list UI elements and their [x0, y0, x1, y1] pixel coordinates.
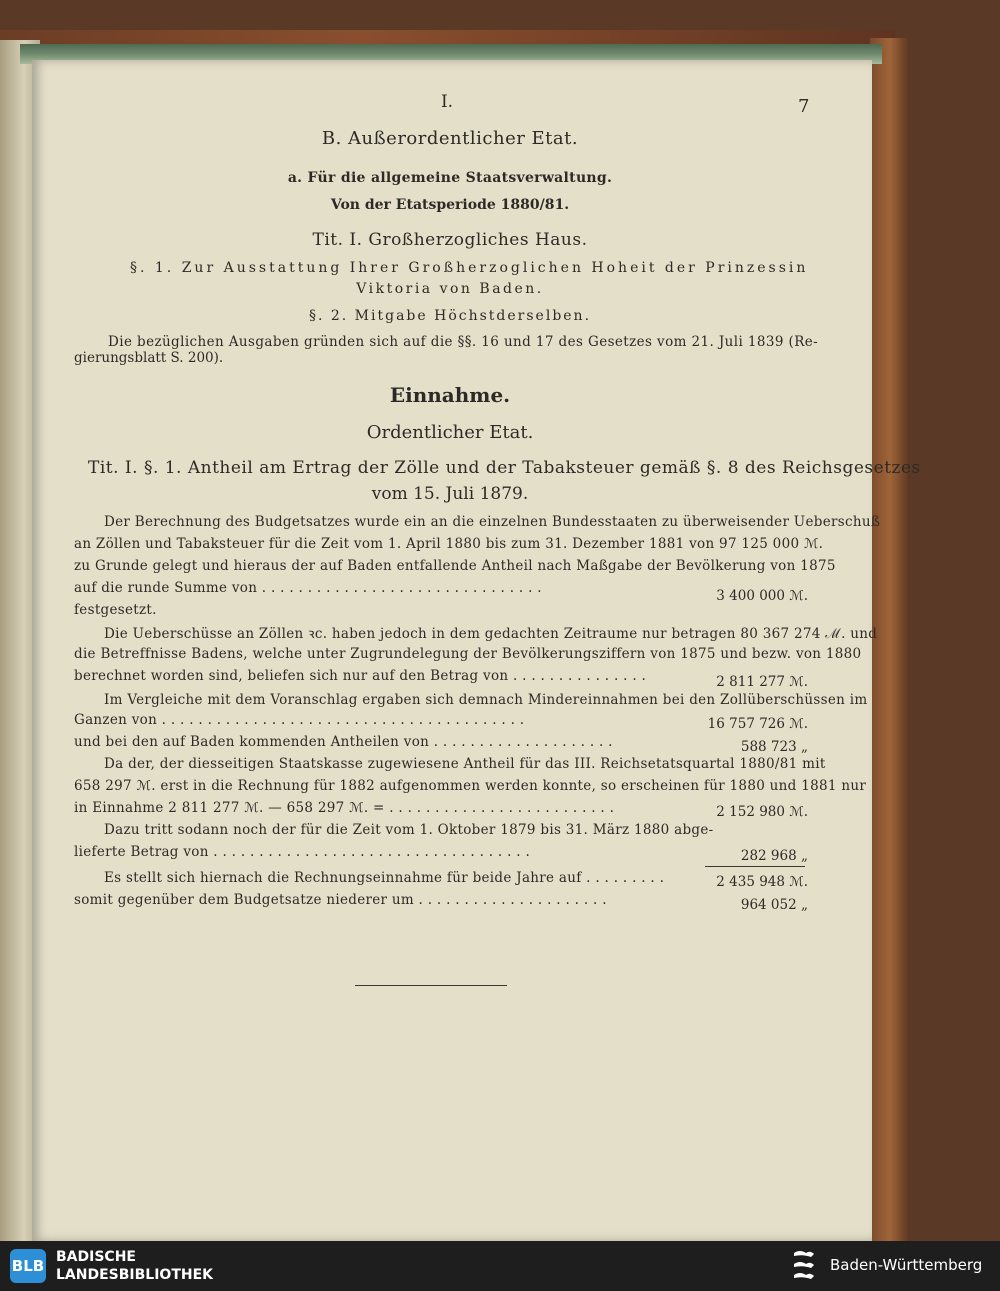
body-line: Ganzen von . . . . . . . . . . . . . . . . . . . . . . . . . . . . . . . . . . . . . . . . — [74, 712, 525, 728]
body-line: in Einnahme 2 811 277 ℳ. — 658 297 ℳ. = . . . . . . . . . . . . . . . . . . . . . . . . . — [74, 800, 615, 816]
heading-tit2-line-1: Tit. I. §. 1. Antheil am Ertrag der Zölle und der Tabaksteuer gemäß §. 8 des Reichsgesetzes — [88, 458, 921, 478]
amount: 2 152 980 ℳ. — [716, 804, 808, 820]
body-line: Der Berechnung des Budgetsatzes wurde ein an die einzelnen Bundesstaaten zu überweisender Ueberschuß — [104, 514, 881, 530]
body-line: und bei den auf Baden kommenden Antheilen von . . . . . . . . . . . . . . . . . . . . — [74, 734, 613, 750]
sum-rule — [705, 866, 805, 867]
note-line-1: Die bezüglichen Ausgaben gründen sich auf die §§. 16 und 17 des Gesetzes vom 21. Juli 1839 (Re- — [108, 334, 819, 350]
heading-period: Von der Etatsperiode 1880/81. — [330, 197, 570, 213]
body-line: an Zöllen und Tabaksteuer für die Zeit vom 1. April 1880 bis zum 31. Dezember 1881 von 97 125 000 ℳ. — [74, 536, 824, 552]
body-line: die Betreffnisse Badens, welche unter Zugrundelegung der Bevölkerungsziffern von 1875 und bezw. von 1880 — [74, 646, 862, 662]
body-line: auf die runde Summe von . . . . . . . . . . . . . . . . . . . . . . . . . . . . . . . — [74, 580, 542, 596]
heading-einnahme: Einnahme. — [389, 383, 511, 407]
body-line: Dazu tritt sodann noch der für die Zeit vom 1. Oktober 1879 bis 31. März 1880 abge- — [104, 822, 714, 838]
body-line: berechnet worden sind, beliefen sich nur auf den Betrag von . . . . . . . . . . . . . . . — [74, 668, 647, 684]
end-rule — [355, 985, 507, 986]
amount: 3 400 000 ℳ. — [716, 588, 808, 604]
note-line-2: gierungsblatt S. 200). — [74, 350, 224, 366]
section-number: I. — [440, 92, 454, 112]
heading-sub-a: a. Für die allgemeine Staatsverwaltung. — [287, 170, 613, 186]
amount: 2 435 948 ℳ. — [716, 874, 808, 890]
library-name-line-1: BADISCHE — [56, 1249, 136, 1265]
amount: 2 811 277 ℳ. — [716, 674, 808, 690]
footer-bar — [0, 1241, 1000, 1291]
body-line: 658 297 ℳ. erst in die Rechnung für 1882 aufgenommen werden konnte, so erscheinen für 1880 und 1881 nur — [74, 778, 867, 794]
body-line: Die Ueberschüsse an Zöllen ꝛc. haben jedoch in dem gedachten Zeitraume nur betragen 80 367 274 ℳ. und — [104, 626, 878, 642]
heading-ordentlicher-etat: Ordentlicher Etat. — [366, 422, 534, 443]
paragraph-1-line-2: Viktoria von Baden. — [356, 281, 544, 297]
amount: 964 052 „ — [740, 897, 808, 913]
library-name-line-2: LANDESBIBLIOTHEK — [56, 1267, 214, 1283]
body-line: Im Vergleiche mit dem Voranschlag ergaben sich demnach Mindereinnahmen bei den Zollüberschüssen im — [104, 692, 868, 708]
amount: 282 968 „ — [740, 848, 808, 864]
heading-title-b: B. Außerordentlicher Etat. — [321, 128, 579, 149]
body-line: festgesetzt. — [74, 602, 157, 618]
page-number: 7 — [798, 96, 810, 117]
paragraph-2: §. 2. Mitgabe Höchstderselben. — [308, 308, 592, 324]
paragraph-1-line-1: §. 1. Zur Ausstattung Ihrer Großherzoglichen Hoheit der Prinzessin — [130, 260, 809, 276]
bw-lions-icon — [790, 1247, 820, 1285]
amount: 16 757 726 ℳ. — [707, 716, 808, 732]
amount: 588 723 „ — [740, 739, 808, 755]
heading-tit1: Tit. I. Großherzogliches Haus. — [312, 230, 588, 250]
body-line: Da der, der diesseitigen Staatskasse zugewiesene Antheil für das III. Reichsetatsquartal 1880/81 mit — [104, 756, 826, 772]
body-line: zu Grunde gelegt und hieraus der auf Baden entfallende Antheil nach Maßgabe der Bevölkerung von 1875 — [74, 558, 836, 574]
body-line: lieferte Betrag von . . . . . . . . . . . . . . . . . . . . . . . . . . . . . . . . . . . — [74, 844, 531, 860]
partner-name[interactable]: Baden-Württemberg — [830, 1256, 983, 1274]
body-line: somit gegenüber dem Budgetsatze niederer um . . . . . . . . . . . . . . . . . . . . . — [74, 892, 607, 908]
heading-tit2-line-2: vom 15. Juli 1879. — [371, 484, 529, 504]
body-line: Es stellt sich hiernach die Rechnungseinnahme für beide Jahre auf . . . . . . . . . — [104, 870, 665, 886]
blb-logo[interactable]: BLB — [10, 1249, 46, 1283]
